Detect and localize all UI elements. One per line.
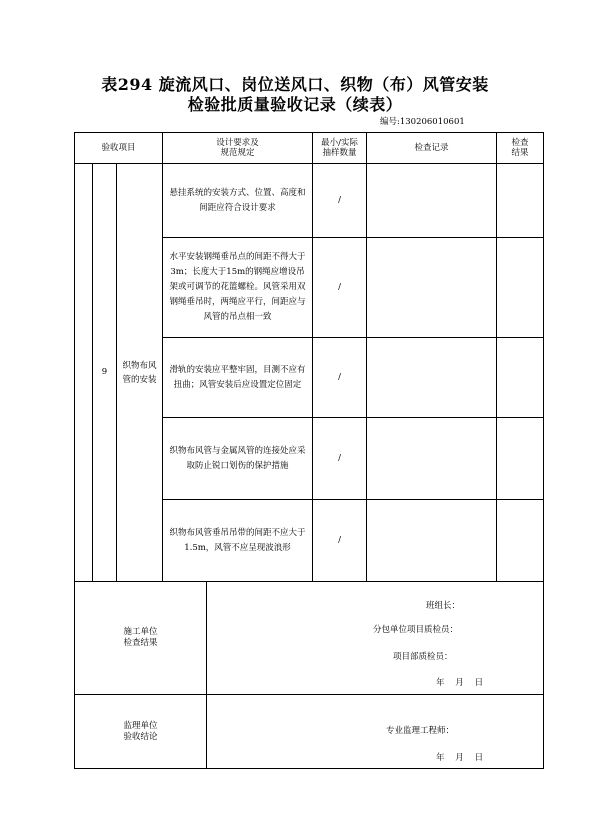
row-5-requirement: 织物布风管垂吊吊带的间距不应大于 1.5m，风管不应呈现波浪形: [169, 527, 306, 553]
row-5-sample: /: [338, 535, 341, 545]
item-name: 织物布风 管的安装: [122, 360, 157, 385]
row-4-requirement: 织物布风管与金属风管的连接处应采 取防止锐口划伤的保护措施: [169, 445, 306, 471]
supervision-date: 年 月 日: [436, 753, 484, 763]
header-sample: 最小/实际 抽样数量: [321, 138, 358, 158]
row-2-sample: /: [338, 282, 341, 292]
row-4-sample: /: [338, 453, 341, 463]
document-title-line1: 表294 旋流风口、岗位送风口、织物（布）风管安装: [101, 75, 489, 94]
supervision-unit-label: 监理单位 验收结论: [123, 720, 158, 742]
row-1-sample: /: [338, 195, 341, 205]
header-record: 检查记录: [414, 142, 449, 153]
dept-inspector-label: 项目部质检员：: [393, 652, 453, 662]
sub-inspector-label: 分包单位项目质检员：: [373, 625, 459, 635]
row-3-sample: /: [338, 372, 341, 382]
item-number: 9: [101, 367, 108, 377]
header-design: 设计要求及 规范规定: [216, 138, 259, 158]
header-result: 检查 结果: [511, 138, 529, 158]
construction-date: 年 月 日: [436, 678, 484, 688]
row-3-requirement: 滑轨的安装应平整牢固，目测不应有 扭曲；风管安装后应设置定位固定: [169, 364, 306, 390]
team-leader-label: 班组长：: [426, 601, 461, 611]
document-code: 编号:130206010601: [380, 117, 465, 127]
row-2-requirement: 水平安装钢绳垂吊点的间距不得大于 3m；长度大于15m的钢绳应增设吊 架或可调节的花篮螺栓。风管采用双 钢绳垂吊时，两绳应平行，间距应与 风管的吊点相一致: [169, 252, 306, 322]
construction-unit-label: 施工单位 检查结果: [123, 627, 158, 648]
row-1-requirement: 悬挂系统的安装方式、位置、高度和 间距应符合设计要求: [169, 187, 306, 213]
header-item: 验收项目: [101, 142, 136, 153]
supervision-engineer-label: 专业监理工程师：: [386, 726, 455, 736]
document-title-line2: 检验批质量验收记录（续表）: [187, 95, 403, 114]
